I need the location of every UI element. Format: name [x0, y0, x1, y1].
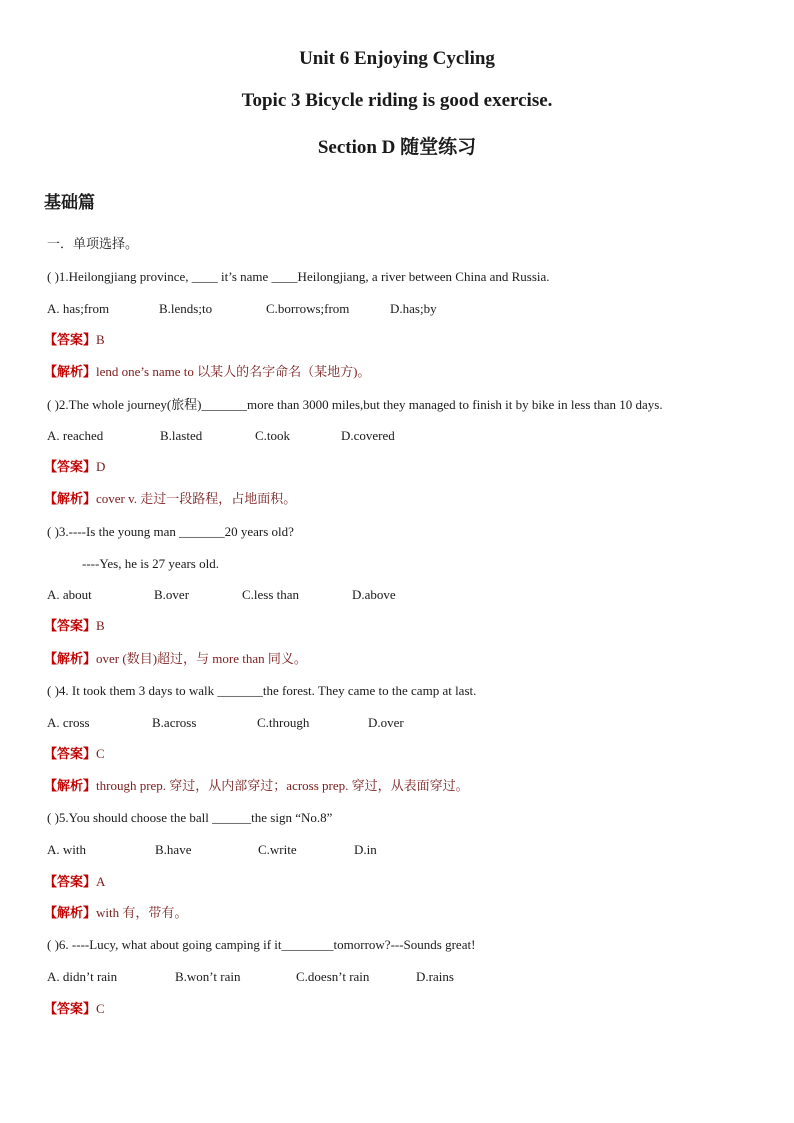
section-title: Section D 随堂练习: [317, 137, 477, 158]
answer-line: [44, 617, 105, 636]
option-a: A. didn’t rain: [47, 969, 118, 984]
option-c: C.doesn’t rain: [296, 969, 370, 984]
option-d: D.has;by: [390, 301, 437, 316]
question-stem: ( )1.Heilongjiang province, ____ it’s name ____Heilongjiang, a river between China and Russia.: [47, 269, 550, 284]
topic-title: Topic 3 Bicycle riding is good exercise.: [241, 90, 553, 111]
answer-label: 【答案】: [44, 333, 97, 348]
answer-label: 【答案】: [44, 619, 97, 634]
question-stem: ( )2.The whole journey(旅程)_______more than 3000 miles,but they managed to finish it by bike in less than 10 days.: [47, 397, 663, 412]
answer-label: 【答案】: [44, 460, 97, 475]
option-c: C.through: [257, 715, 310, 730]
option-b: B.across: [152, 715, 197, 730]
analysis-label: 【解析】: [44, 652, 97, 667]
option-a: A. cross: [47, 715, 90, 730]
analysis-text: through prep. 穿过，从内部穿过；across prep. 穿过，从表面穿过。: [96, 778, 469, 793]
answer-value: A: [96, 874, 106, 889]
option-d: D.in: [354, 842, 377, 857]
option-d: D.covered: [341, 428, 395, 443]
part-heading: 一．单项选择。: [47, 237, 139, 252]
answer-value: C: [96, 1001, 105, 1016]
option-d: D.rains: [416, 969, 454, 984]
option-c: C.less than: [242, 587, 300, 602]
analysis-text: lend one’s name to 以某人的名字命名（某地方)。: [96, 364, 371, 379]
question-stem: ( )4. It took them 3 days to walk _______the forest. They came to the camp at last.: [47, 683, 477, 698]
analysis-line: [44, 650, 307, 669]
answer-line: [44, 873, 105, 892]
question-options: [47, 586, 567, 604]
question-options: [47, 841, 567, 859]
analysis-text: over (数目)超过，与 more than 同义。: [96, 651, 307, 666]
option-a: A. has;from: [47, 301, 110, 316]
option-a: A. about: [47, 587, 92, 602]
analysis-label: 【解析】: [44, 906, 97, 921]
option-d: D.above: [352, 587, 396, 602]
option-c: C.took: [255, 428, 291, 443]
answer-value: D: [96, 459, 106, 474]
analysis-line: [44, 777, 469, 796]
question-options: [47, 300, 567, 318]
option-a: A. with: [47, 842, 86, 857]
analysis-line: [44, 490, 296, 509]
question-options: [47, 714, 567, 732]
option-b: B.won’t rain: [175, 969, 241, 984]
option-c: C.borrows;from: [266, 301, 350, 316]
analysis-label: 【解析】: [44, 365, 97, 380]
analysis-label: 【解析】: [44, 779, 97, 794]
question-stem: ( )5.You should choose the ball ______the sign “No.8”: [47, 810, 333, 825]
analysis-line: [44, 363, 370, 382]
answer-value: C: [96, 746, 105, 761]
answer-line: [44, 1000, 105, 1019]
analysis-label: 【解析】: [44, 492, 97, 507]
answer-line: [44, 458, 105, 477]
option-b: B.over: [154, 587, 190, 602]
question-stem: ( )6. ----Lucy, what about going camping if it________tomorrow?---Sounds great!: [47, 937, 476, 952]
question-options: [47, 968, 567, 986]
analysis-line: [44, 904, 187, 923]
option-d: D.over: [368, 715, 404, 730]
question-stem: ( )3.----Is the young man _______20 years old?: [47, 524, 294, 539]
option-b: B.have: [155, 842, 192, 857]
question-options: [47, 427, 567, 445]
question-stem-continued: ----Yes, he is 27 years old.: [82, 556, 219, 571]
section-label: 基础篇: [44, 193, 95, 213]
option-a: A. reached: [47, 428, 104, 443]
analysis-text: cover v. 走过一段路程，占地面积。: [96, 491, 297, 506]
answer-label: 【答案】: [44, 875, 97, 890]
answer-line: [44, 745, 105, 764]
unit-title: Unit 6 Enjoying Cycling: [299, 48, 495, 69]
answer-label: 【答案】: [44, 1002, 97, 1017]
analysis-text: with 有，带有。: [96, 905, 188, 920]
option-c: C.write: [258, 842, 297, 857]
answer-label: 【答案】: [44, 747, 97, 762]
option-b: B.lasted: [160, 428, 203, 443]
answer-value: B: [96, 618, 105, 633]
answer-value: B: [96, 332, 105, 347]
answer-line: [44, 331, 105, 350]
option-b: B.lends;to: [159, 301, 213, 316]
